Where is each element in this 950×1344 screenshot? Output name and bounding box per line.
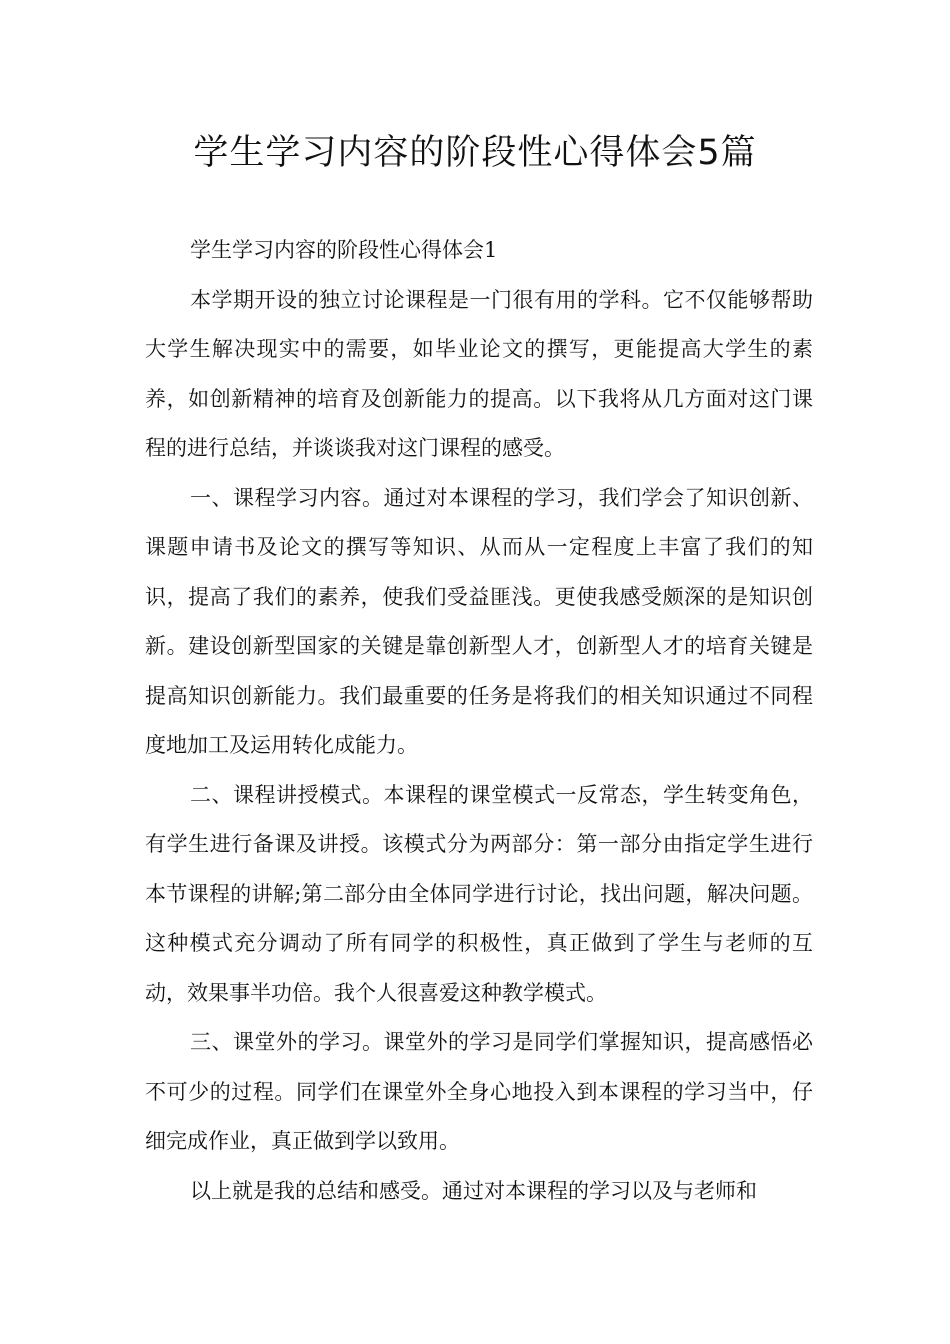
section-heading: 学生学习内容的阶段性心得体会1 — [190, 238, 498, 262]
body-paragraph: 一、课程学习内容。通过对本课程的学习，我们学会了知识创新、课题申请书及论文的撰写等知识、从而从一定程度上丰富了我们的知识，提高了我们的素养，使我们受益匪浅。更使我感受颇深的是知识创新。建设创新型国家的关键是靠创新型人才，创新型人才的培育关键是提高知识创新能力。我们最重要的任务是将我们的相关知识通过不同程度地加工及运用转化成能力。 — [145, 485, 813, 757]
body-paragraph: 本学期开设的独立讨论课程是一门很有用的学科。它不仅能够帮助大学生解决现实中的需要，如毕业论文的撰写，更能提高大学生的素养，如创新精神的培育及创新能力的提高。以下我将从几方面对这门课程的进行总结，并谈谈我对这门课程的感受。 — [145, 287, 813, 460]
document-title: 学生学习内容的阶段性心得体会5篇 — [193, 133, 757, 173]
body-paragraph: 以上就是我的总结和感受。通过对本课程的学习以及与老师和 — [190, 1178, 757, 1203]
body-paragraph: 二、课程讲授模式。本课程的课堂模式一反常态，学生转变角色，有学生进行备课及讲授。该模式分为两部分：第一部分由指定学生进行本节课程的讲解;第二部分由全体同学进行讨论，找出问题，解决问题。这种模式充分调动了所有同学的积极性，真正做到了学生与老师的互动，效果事半功倍。我个人很喜爱这种教学模式。 — [145, 782, 813, 1005]
document-body — [145, 226, 813, 1216]
body-paragraph: 三、课堂外的学习。课堂外的学习是同学们掌握知识，提高感悟必不可少的过程。同学们在课堂外全身心地投入到本课程的学习当中，仔细完成作业，真正做到学以致用。 — [145, 1030, 813, 1153]
